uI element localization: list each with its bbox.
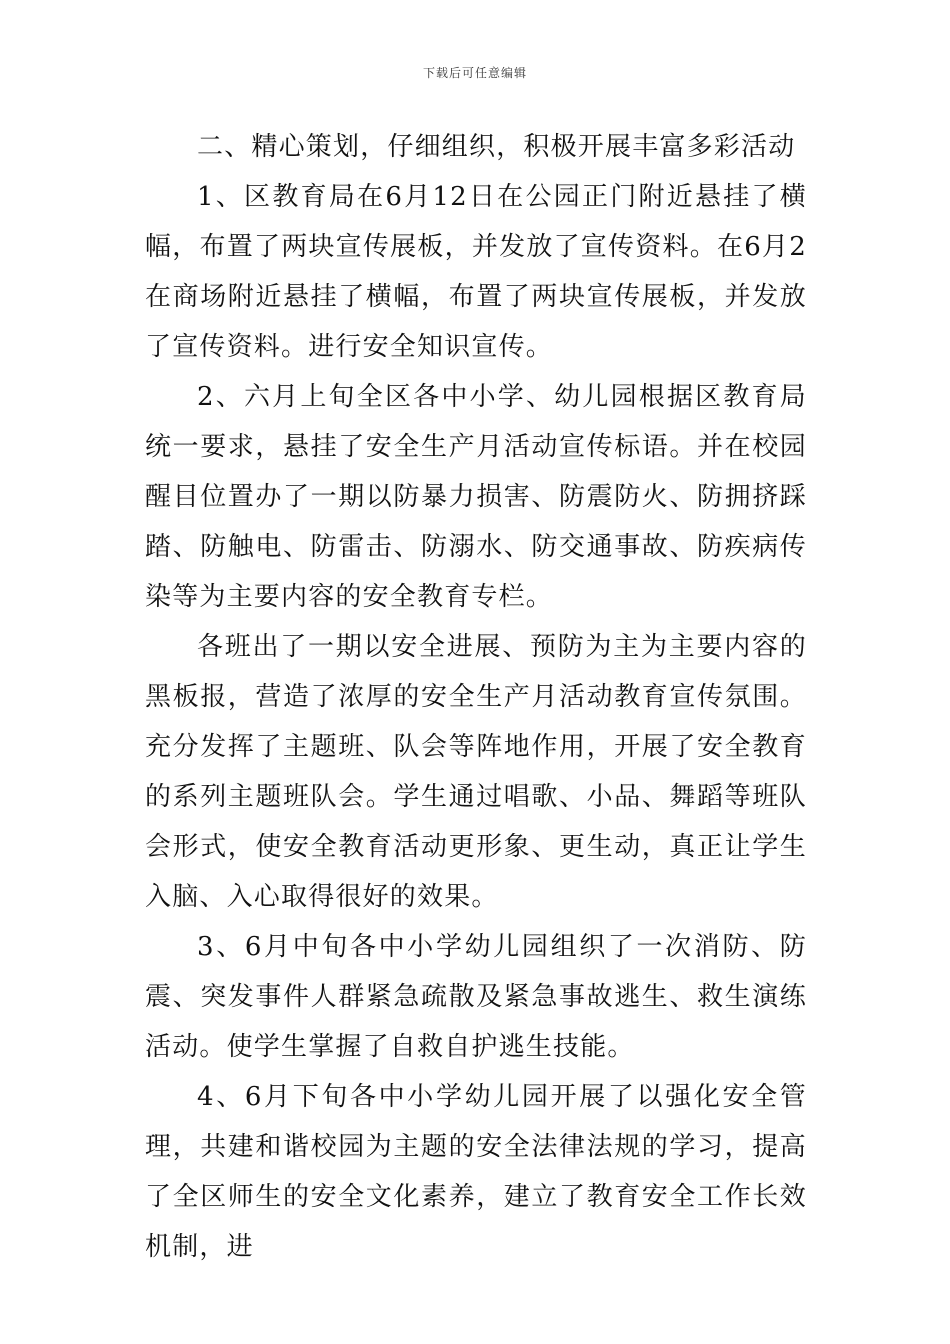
paragraph-item-1: 1、区教育局在6月12日在公园正门附近悬挂了横幅，布置了两块宣传展板，并发放了宣传资料。在6月2在商场附近悬挂了横幅，布置了两块宣传展板，并发放了宣传资料。进行安全知识宣传。 — [145, 182, 807, 362]
paragraph-item-4: 4、6月下旬各中小学幼儿园开展了以强化安全管理，共建和谐校园为主题的安全法律法规的学习，提高了全区师生的安全文化素养，建立了教育安全工作长效机制，进 — [145, 1082, 807, 1262]
header-note: 下载后可任意编辑 — [422, 66, 527, 80]
document-body — [145, 122, 807, 1272]
paragraph-class-activities: 各班出了一期以安全进展、预防为主为主要内容的黑板报，营造了浓厚的安全生产月活动教育宣传氛围。充分发挥了主题班、队会等阵地作用，开展了安全教育的系列主题班队会。学生通过唱歌、小品、舞蹈等班队会形式，使安全教育活动更形象、更生动，真正让学生入脑、入心取得很好的效果。 — [145, 632, 807, 912]
section-heading: 二、精心策划，仔细组织，积极开展丰富多彩活动 — [197, 132, 796, 162]
paragraph-item-3: 3、6月中旬各中小学幼儿园组织了一次消防、防震、突发事件人群紧急疏散及紧急事故逃生、救生演练活动。使学生掌握了自救自护逃生技能。 — [145, 932, 807, 1062]
paragraph-item-2: 2、六月上旬全区各中小学、幼儿园根据区教育局统一要求，悬挂了安全生产月活动宣传标语。并在校园醒目位置办了一期以防暴力损害、防震防火、防拥挤踩踏、防触电、防雷击、防溺水、防交通事故、防疾病传染等为主要内容的安全教育专栏。 — [145, 382, 807, 612]
